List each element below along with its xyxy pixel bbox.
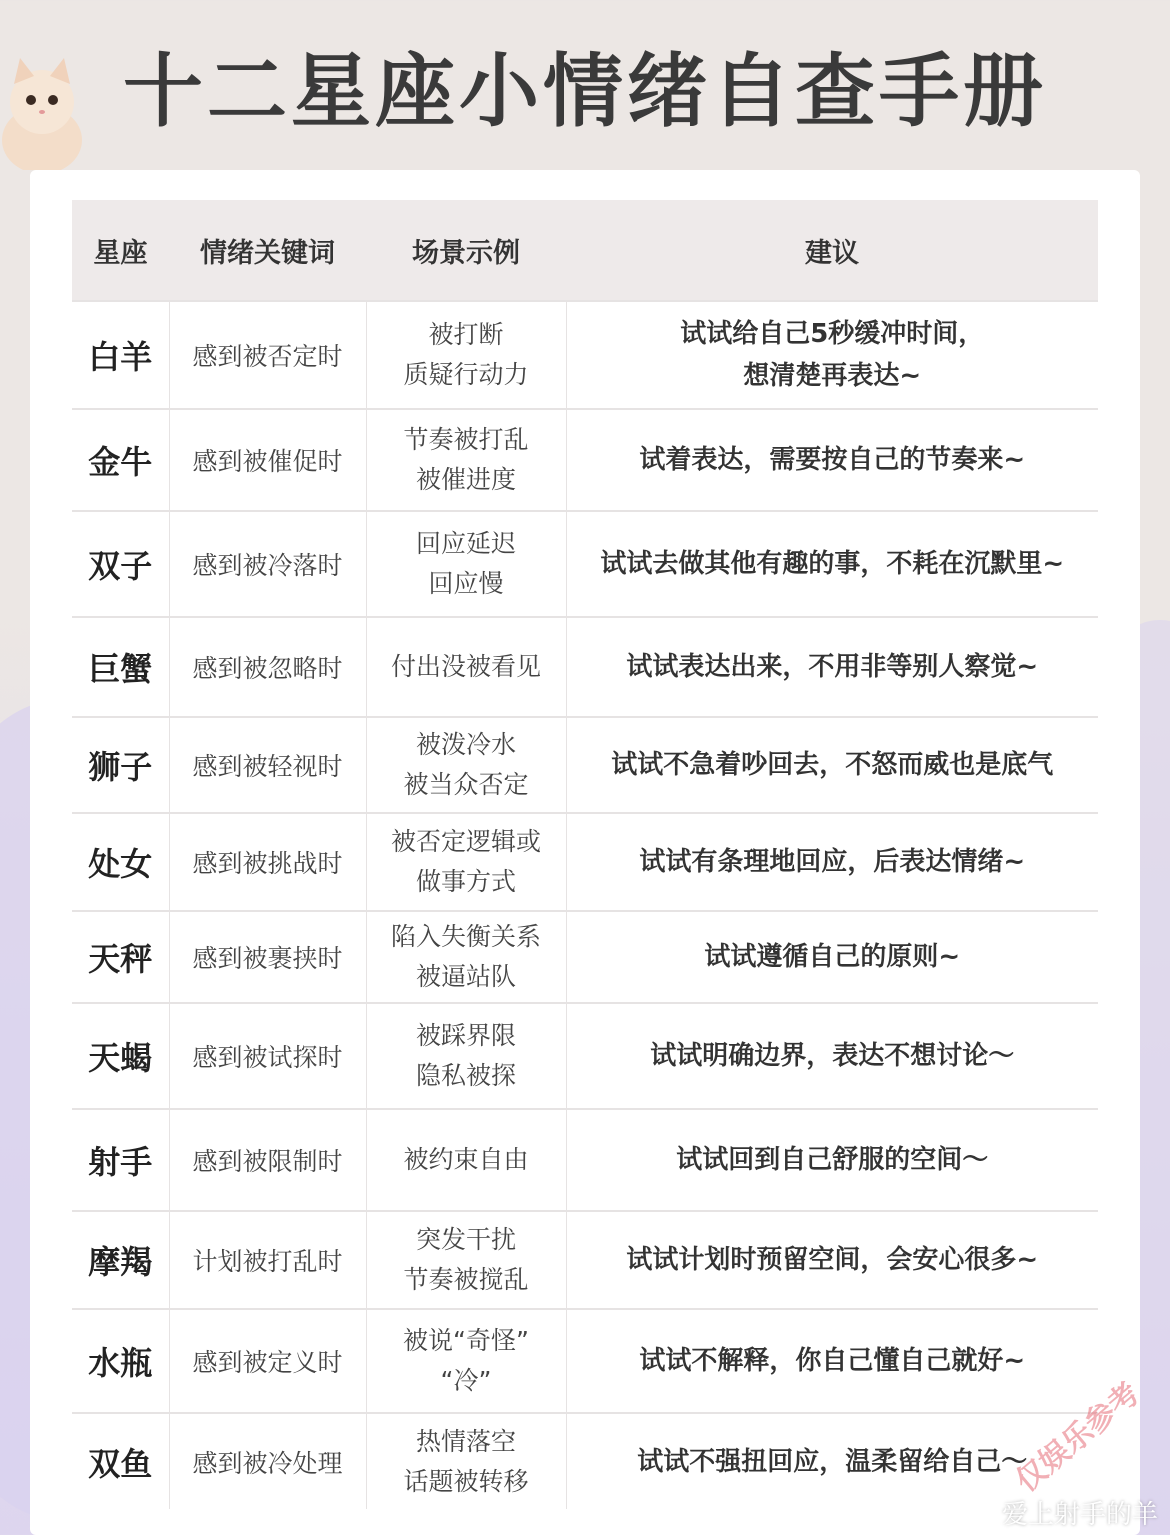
- advice-line: 试着表达，需要按自己的节奏来~: [639, 445, 1026, 475]
- keyword-cell: 感到被催促时: [169, 409, 366, 511]
- scene-line: 质疑行动力: [403, 360, 529, 389]
- table-row: [72, 1109, 1098, 1211]
- advice-cell: [566, 1003, 1098, 1109]
- scene-line: 被踩界限: [415, 1021, 516, 1050]
- keyword-cell: 感到被冷处理: [169, 1413, 366, 1509]
- sign-cell: 水瓶: [72, 1309, 169, 1413]
- scene-cell: [366, 1109, 566, 1211]
- table-row: [72, 1413, 1098, 1509]
- table-row: [72, 511, 1098, 617]
- scene-line: 被否定逻辑或: [390, 827, 541, 856]
- sign-cell: 狮子: [72, 717, 169, 813]
- sign-cell: 射手: [72, 1109, 169, 1211]
- scene-cell: [366, 511, 566, 617]
- advice-cell: [566, 301, 1098, 409]
- scene-cell: [366, 1309, 566, 1413]
- header-sign: 星座: [72, 200, 169, 301]
- scene-line: 回应慢: [428, 569, 504, 598]
- table-row: [72, 813, 1098, 911]
- keyword-cell: 感到被轻视时: [169, 717, 366, 813]
- scene-cell: [366, 301, 566, 409]
- table-row: [72, 1003, 1098, 1109]
- keyword-cell: 感到被裹挟时: [169, 911, 366, 1003]
- scene-line: 被催进度: [415, 465, 516, 494]
- scene-line: 陷入失衡关系: [390, 922, 541, 951]
- sign-cell: 摩羯: [72, 1211, 169, 1309]
- header-scene: 场景示例: [366, 200, 566, 301]
- scene-line: “冷”: [440, 1366, 492, 1395]
- scene-cell: [366, 717, 566, 813]
- sign-cell: 巨蟹: [72, 617, 169, 717]
- scene-cell: [366, 617, 566, 717]
- scene-line: 热情落空: [415, 1426, 516, 1456]
- scene-line: 做事方式: [415, 867, 516, 896]
- advice-line: 试试表达出来，不用非等别人察觉~: [626, 652, 1039, 682]
- scene-line: 被约束自由: [403, 1145, 529, 1174]
- advice-line: 试试明确边界，表达不想讨论～: [650, 1041, 1015, 1071]
- table-row: [72, 1211, 1098, 1309]
- advice-line: 试试不急着吵回去，不怒而威也是底气: [611, 750, 1054, 780]
- table-row: [72, 1309, 1098, 1413]
- advice-line: 试试遵循自己的原则~: [704, 942, 961, 972]
- scene-line: 回应延迟: [415, 529, 516, 558]
- sign-cell: 双鱼: [72, 1413, 169, 1509]
- sign-cell: 处女: [72, 813, 169, 911]
- zodiac-table: [72, 200, 1098, 1509]
- author-watermark: 爱上射手的羊: [1001, 1500, 1158, 1530]
- header-keyword: 情绪关键词: [169, 200, 366, 301]
- advice-line: 试试回到自己舒服的空间～: [676, 1145, 989, 1175]
- sign-cell: 金牛: [72, 409, 169, 511]
- advice-line: 试试给自己5秒缓冲时间，: [680, 319, 985, 349]
- advice-line: 试试有条理地回应，后表达情绪~: [639, 847, 1026, 877]
- page-title: 十二星座小情绪自查手册: [123, 45, 1047, 138]
- table-row: [72, 717, 1098, 813]
- advice-line: 试试计划时预留空间，会安心很多~: [626, 1245, 1039, 1275]
- advice-cell: [566, 813, 1098, 911]
- sign-cell: 天蝎: [72, 1003, 169, 1109]
- header-advice: 建议: [566, 200, 1098, 301]
- scene-line: 话题被转移: [403, 1466, 529, 1496]
- sign-cell: 白羊: [72, 301, 169, 409]
- keyword-cell: 感到被挑战时: [169, 813, 366, 911]
- table-row: [72, 301, 1098, 409]
- keyword-cell: 感到被定义时: [169, 1309, 366, 1413]
- keyword-cell: 感到被限制时: [169, 1109, 366, 1211]
- scene-line: 节奏被搅乱: [403, 1265, 529, 1294]
- table-row: [72, 409, 1098, 511]
- scene-line: 节奏被打乱: [403, 425, 529, 454]
- advice-line: 试试不解释，你自己懂自己就好~: [639, 1346, 1026, 1376]
- advice-cell: [566, 1211, 1098, 1309]
- scene-cell: [366, 1413, 566, 1509]
- keyword-cell: 计划被打乱时: [169, 1211, 366, 1309]
- stamp-watermark: 仅娱乐参考: [1009, 1376, 1147, 1500]
- scene-line: 被泼冷水: [415, 730, 516, 759]
- advice-cell: [566, 717, 1098, 813]
- table-row: [72, 911, 1098, 1003]
- advice-cell: [566, 409, 1098, 511]
- advice-cell: [566, 617, 1098, 717]
- advice-line: 想清楚再表达~: [743, 361, 922, 391]
- advice-cell: [566, 1109, 1098, 1211]
- table-header-row: [72, 200, 1098, 301]
- advice-line: 试试去做其他有趣的事，不耗在沉默里~: [600, 549, 1065, 579]
- advice-line: 试试不强扭回应，温柔留给自己～: [637, 1446, 1028, 1477]
- scene-cell: [366, 813, 566, 911]
- advice-cell: [566, 1309, 1098, 1413]
- scene-line: 被当众否定: [403, 770, 529, 799]
- scene-line: 突发干扰: [415, 1225, 516, 1254]
- scene-line: 被说“奇怪”: [403, 1326, 529, 1355]
- scene-line: 付出没被看见: [390, 652, 541, 681]
- sign-cell: 天秤: [72, 911, 169, 1003]
- scene-cell: [366, 911, 566, 1003]
- keyword-cell: 感到被冷落时: [169, 511, 366, 617]
- scene-line: 被打断: [428, 320, 504, 349]
- advice-cell: [566, 911, 1098, 1003]
- keyword-cell: 感到被试探时: [169, 1003, 366, 1109]
- scene-cell: [366, 1003, 566, 1109]
- scene-cell: [366, 409, 566, 511]
- sign-cell: 双子: [72, 511, 169, 617]
- table-row: [72, 617, 1098, 717]
- advice-cell: [566, 511, 1098, 617]
- scene-line: 被逼站队: [415, 962, 516, 991]
- keyword-cell: 感到被忽略时: [169, 617, 366, 717]
- scene-cell: [366, 1211, 566, 1309]
- scene-line: 隐私被探: [415, 1061, 516, 1090]
- keyword-cell: 感到被否定时: [169, 301, 366, 409]
